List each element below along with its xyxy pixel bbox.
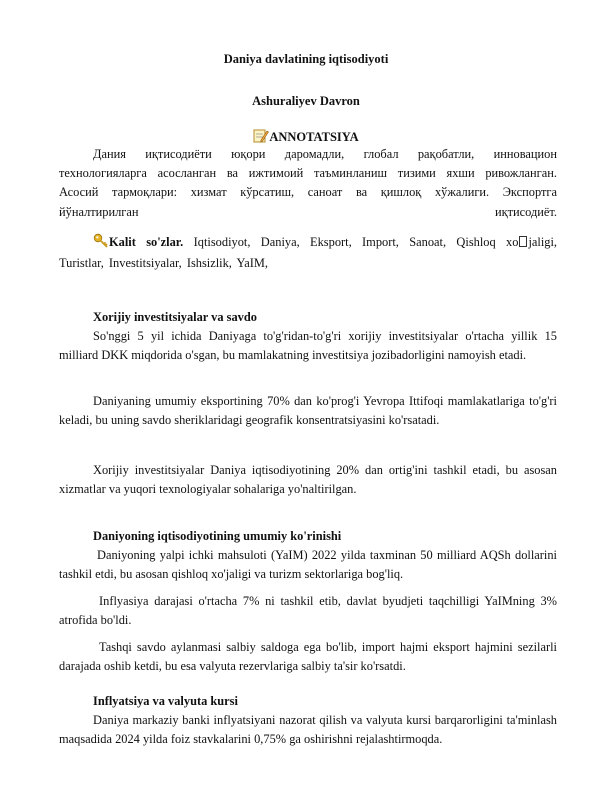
section1-paragraph-1: So'nggi 5 yil ichida Daniyaga to'g'ridan-to'g'ri xorijiy investitsiyalar o'rtacha yillik 15 milliard DKK miqdorida o'sgan, bu mamlakatning investitsiya jozibadorligini namoyish etadi.	[59, 329, 557, 363]
keywords-line-2: Turistlar, Investitsiyalar, Ishsizlik, YaIM,	[59, 256, 268, 271]
keywords-text-a: Iqtisodiyot, Daniya, Eksport, Import, Sanoat, Qishloq xo	[183, 235, 519, 249]
annotation-line-3: Асосий тармоқлари: хизмат кўрсатиш, саноат ва қишлоқ хўжалиги. Экспортга	[59, 185, 557, 200]
section-heading-inflation: Inflyatsiya va valyuta kursi	[93, 694, 238, 708]
author-name: Ashuraliyev Davron	[252, 94, 360, 108]
annotation-line-2: технологияларга асосланган ва ижтимоий таъминланиш тизими яхши ривожланган.	[59, 166, 557, 181]
annotation-heading: ANNOTATSIYA	[269, 130, 359, 144]
section2-paragraph-2: Inflyasiya darajasi o'rtacha 7% ni tashkil etib, davlat byudjeti taqchilligi YaIMning 3% atrofida bo'ldi.	[59, 594, 557, 628]
document-title: Daniya davlatining iqtisodiyoti	[223, 52, 389, 66]
section2-paragraph-3: Tashqi savdo aylanmasi salbiy saldoga ega bo'lib, import hajmi eksport hajmini sezilarli darajada oshib ketdi, bu esa valyuta rezervlariga salbiy ta'sir ko'rsatdi.	[59, 640, 557, 674]
keywords-label: Kalit so'zlar.	[109, 235, 184, 249]
section2-paragraph-1: Daniyoning yalpi ichki mahsuloti (YaIM) 2022 yilda taxminan 50 milliard AQSh dollarini tashkil etdi, bu asosan qishloq xo'jaligi va turizm sektorlariga bog'liq.	[59, 548, 557, 582]
missing-glyph-icon	[519, 236, 527, 247]
keywords-text-b: jaligi,	[528, 235, 558, 249]
section1-paragraph-2: Daniyaning umumiy eksportining 70% dan ko'prog'i Yevropa Ittifoqi mamlakatlariga to'g'ri keladi, bu uning savdo sheriklaridagi geografik konsentratsiyasini ko'rsatadi.	[59, 394, 557, 428]
section-heading-overview: Daniyoning iqtisodiyotining umumiy ko'rinishi	[93, 529, 342, 543]
annotation-line-4-start: йўналтирилган	[59, 204, 139, 219]
keywords-line-1	[59, 233, 557, 254]
section-heading-investments: Xorijiy investitsiyalar va savdo	[93, 310, 257, 324]
annotation-paragraph	[59, 145, 557, 222]
key-icon	[93, 233, 109, 254]
section3-paragraph-1: Daniya markaziy banki inflyatsiyani nazorat qilish va valyuta kursi barqarorligini ta'minlash maqsadida 2024 yilda foiz stavkalarini 0,75% ga oshirishni rejalashtirmoqda.	[59, 713, 557, 747]
section1-paragraph-3: Xorijiy investitsiyalar Daniya iqtisodiyotining 20% dan ortig'ini tashkil etadi, bu asosan xizmatlar va yuqori texnologiyalar sohalariga yo'naltirilgan.	[59, 463, 557, 497]
annotation-line-1: Дания иқтисодиёти юқори даромадли, глобал рақобатли, инновацион	[93, 147, 557, 161]
keywords-paragraph	[59, 233, 557, 273]
annotation-line-4	[59, 203, 557, 222]
annotation-line-4-end: иқтисодиёт.	[494, 204, 557, 219]
